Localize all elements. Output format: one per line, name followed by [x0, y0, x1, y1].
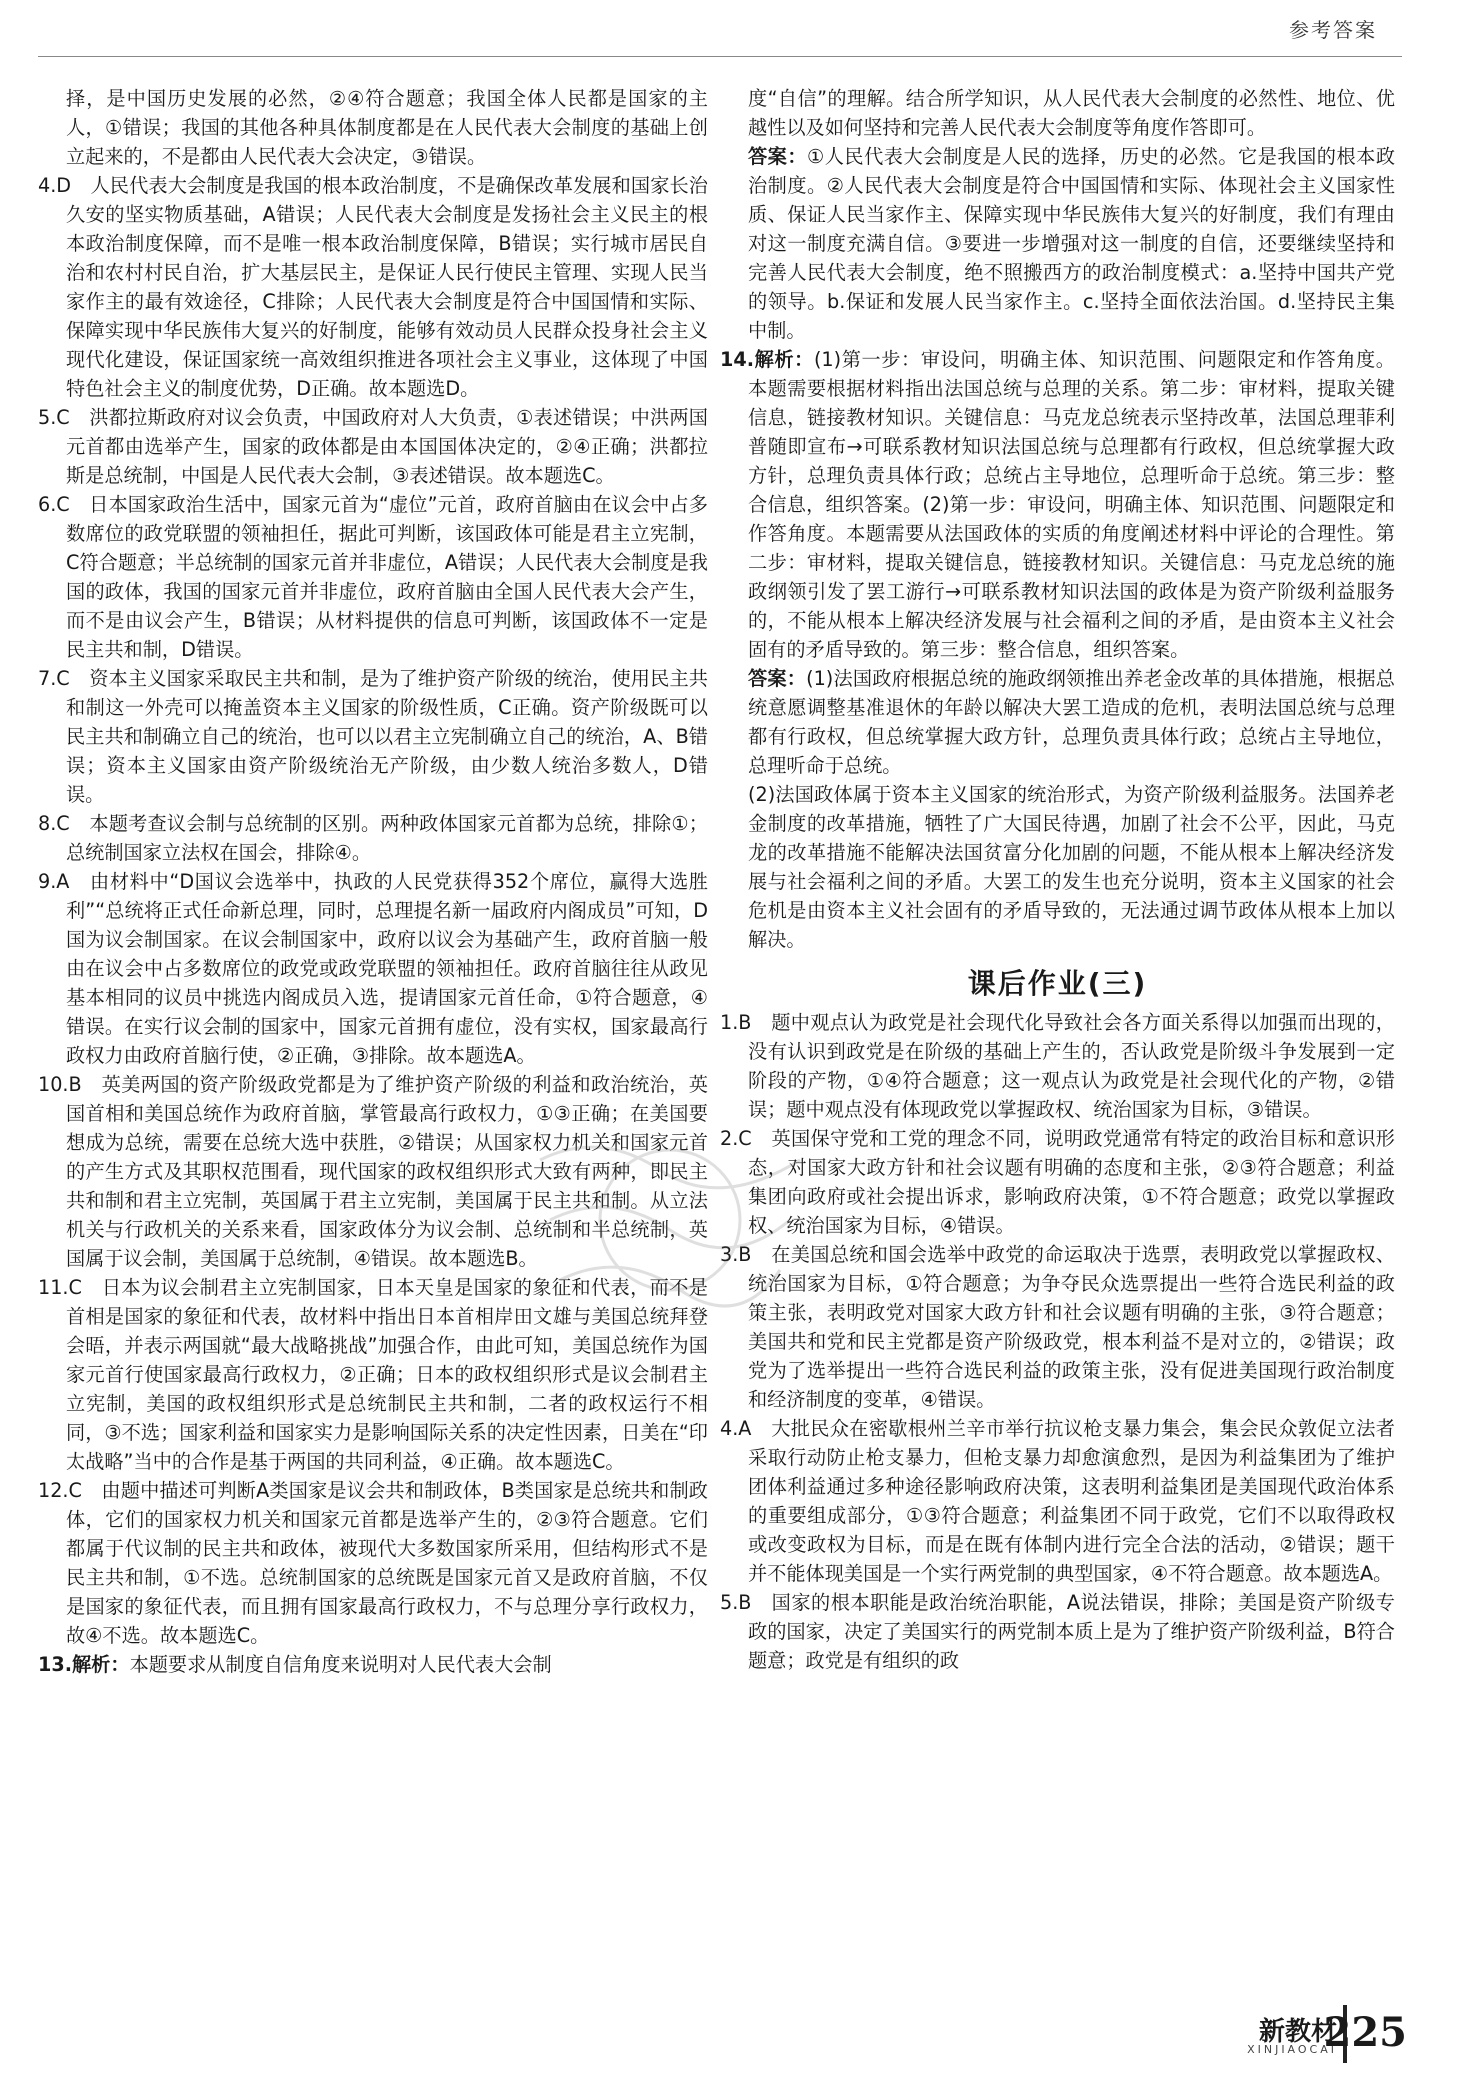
left-column — [38, 84, 708, 1679]
page-number: 225 — [1323, 2009, 1407, 2056]
answer-text: (1)法国政府根据总统的施政纲领推出养老金改革的具体措施，根据总统意愿调整基准退休的年龄以解决大罢工造成的危机，表明法国总统与总理都有行政权，但总统掌握大政方针，总理负责具体行政；总统占主导地位，总理听命于总统。 — [748, 667, 1395, 777]
answer-text: ①人民代表大会制度是人民的选择，历史的必然。它是我国的根本政治制度。②人民代表大会制度是符合中国国情和实际、体现社会主义国家性质、保证人民当家作主、保障实现中华民族伟大复兴的好制度，我们有理由对这一制度充满自信。③要进一步增强对这一制度的自信，还要继续坚持和完善人民代表大会制度，绝不照搬西方的政治制度模式：a.坚持中国共产党的领导。b.保证和发展人民当家作主。c.坚持全面依法治国。d.坚持民主集中制。 — [748, 145, 1396, 342]
section-title: 课后作业(三) — [967, 967, 1148, 1000]
footer-brand: 新教材 — [1258, 2017, 1337, 2047]
answer-item: 4.D 人民代表大会制度是我国的根本政治制度，不是确保改革发展和国家长治久安的坚实物质基础，A错误；人民代表大会制度是发扬社会主义民主的根本政治制度保障，而不是唯一根本政治制度保障，B错误；实行城市居民自治和农村村民自治，扩大基层民主，是保证人民行使民主管理、实现人民当家作主的最有效途径，C排除；人民代表大会制度是符合中国国情和实际、保障实现中华民族伟大复兴的好制度，能够有效动员人民群众投身社会主义现代化建设，保证国家统一高效组织推进各项社会主义事业，这体现了中国特色社会主义的制度优势，D正确。故本题选D。 — [38, 174, 708, 400]
answer-item: 10.B 英美两国的资产阶级政党都是为了维护资产阶级的利益和政治统治，英国首相和美国总统作为政府首脑，掌管最高行政权力，①③正确；在美国要想成为总统，需要在总统大选中获胜，②错误；从国家权力机关和国家元首的产生方式及其职权范围看，现代国家的政权组织形式大致有两种，即民主共和制和君主立宪制，英国属于君主立宪制，美国属于民主共和制。从立法机关与行政机关的关系来看，国家政体分为议会制、总统制和半总统制，英国属于议会制，美国属于总统制，④错误。故本题选B。 — [38, 1073, 708, 1270]
answer-item-13 — [38, 1650, 708, 1679]
answer-item: 择，是中国历史发展的必然，②④符合题意；我国全体人民都是国家的主人，①错误；我国的其他各种具体制度都是在人民代表大会制度的基础上创立起来的，不是都由人民代表大会决定，③错误。 — [66, 87, 708, 168]
answer-14-part2: (2)法国政体属于资本主义国家的统治形式，为资产阶级利益服务。法国养老金制度的改革措施，牺牲了广大国民待遇，加剧了社会不公平，因此，马克龙的改革措施不能解决法国贫富分化加剧的问题，不能从根本上解决经济发展与社会福利之间的矛盾。大罢工的发生也充分说明，资本主义国家的社会危机是由资本主义社会固有的矛盾导致的，无法通过调节政体从根本上加以解决。 — [748, 783, 1395, 951]
page-footer — [1167, 2005, 1407, 2065]
homework-item: 4.A 大批民众在密歇根州兰辛市举行抗议枪支暴力集会，集会民众敦促立法者采取行动防止枪支暴力，但枪支暴力却愈演愈烈，是因为利益集团为了维护团体利益通过多种途径影响政府决策，这表明利益集团是美国现代政治体系的重要组成部分，①③符合题意；利益集团不同于政党，它们不以取得政权或改变政权为目标，而是在既有体制内进行完全合法的活动，②错误；题干并不能体现美国是一个实行两党制的典型国家，④不符合题意。故本题选A。 — [720, 1417, 1395, 1585]
answer-item-13-continued: 度“自信”的理解。结合所学知识，从人民代表大会制度的必然性、地位、优越性以及如何坚持和完善人民代表大会制度等角度作答即可。 — [748, 87, 1395, 139]
answer-item: 11.C 日本为议会制君主立宪制国家，日本天皇是国家的象征和代表，而不是首相是国家的象征和代表，故材料中指出日本首相岸田文雄与美国总统拜登会晤，并表示两国就“最大战略挑战”加强合作，由此可知，美国总统作为国家元首行使国家最高行政权力，②正确；日本的政权组织形式是议会制君主立宪制，美国的政权组织形式是总统制民主共和制，二者的政权运行不相同，③不选；国家利益和国家实力是影响国际关系的决定性因素，日美在“印太战略”当中的合作是基于两国的共同利益，④正确。故本题选C。 — [38, 1276, 708, 1473]
item-text: 本题要求从制度自信角度来说明对人民代表大会制 — [129, 1653, 552, 1676]
homework-item: 1.B 题中观点认为政党是社会现代化导致社会各方面关系得以加强而出现的，没有认识到政党是在阶级的基础上产生的，否认政党是阶级斗争发展到一定阶段的产物，①④符合题意；这一观点认为政党是社会现代化的产物，②错误；题中观点没有体现政党以掌握政权、统治国家为目标，③错误。 — [720, 1011, 1395, 1121]
homework-item: 2.C 英国保守党和工党的理念不同，说明政党通常有特定的政治目标和意识形态，对国家大政方针和社会议题有明确的态度和主张，②③符合题意；利益集团向政府或社会提出诉求，影响政府决策，①不符合题意；政党以掌握政权、统治国家为目标，④错误。 — [720, 1127, 1395, 1237]
answer-item: 5.C 洪都拉斯政府对议会负责，中国政府对人大负责，①表述错误；中洪两国元首都由选举产生，国家的政体都是由本国国体决定的，②④正确；洪都拉斯是总统制，中国是人民代表大会制，③表述错误。故本题选C。 — [38, 406, 708, 487]
answer-item-14 — [720, 345, 1395, 664]
right-column — [720, 84, 1395, 1675]
header-label: 参考答案 — [1289, 18, 1377, 42]
answer-item: 6.C 日本国家政治生活中，国家元首为“虚位”元首，政府首脑由在议会中占多数席位的政党联盟的领袖担任，据此可判断，该国政体可能是君主立宪制，C符合题意；半总统制的国家元首并非虚位，A错误；人民代表大会制度是我国的政体，我国的国家元首并非虚位，政府首脑由全国人民代表大会产生，而不是由议会产生，B错误；从材料提供的信息可判断，该国政体不一定是民主共和制，D错误。 — [38, 493, 708, 661]
answer-item: 12.C 由题中描述可判断A类国家是议会共和制政体，B类国家是总统共和制政体，它们的国家权力机关和国家元首都是选举产生的，②③符合题意。它们都属于代议制的民主共和政体，被现代大多数国家所采用，但结构形式不是民主共和制，①不选。总统制国家的总统既是国家元首又是政府首脑，不仅是国家的象征代表，而且拥有国家最高行政权力，不与总理分享行政权力，故④不选。故本题选C。 — [38, 1479, 708, 1647]
homework-item: 3.B 在美国总统和国会选举中政党的命运取决于选票，表明政党以掌握政权、统治国家为目标，①符合题意；为争夺民众选票提出一些符合选民利益的政策主张，表明政党对国家大政方针和社会议题有明确的主张，③符合题意；美国共和党和民主党都是资产阶级政党，根本利益不是对立的，②错误；政党为了选举提出一些符合选民利益的政策主张，没有促进美国现行政治制度和经济制度的变革，④错误。 — [720, 1243, 1395, 1411]
header-divider — [38, 56, 1402, 57]
item-label: 13.解析： — [38, 1653, 130, 1676]
answer-item: 7.C 资本主义国家采取民主共和制，是为了维护资产阶级的统治，使用民主共和制这一外壳可以掩盖资本主义国家的阶级性质，C正确。资产阶级既可以民主共和制确立自己的统治，也可以以君主立宪制确立自己的统治，A、B错误；资本主义国家由资产阶级统治无产阶级，由少数人统治多数人，D错误。 — [38, 667, 708, 806]
page-header — [0, 0, 1462, 56]
homework-item: 5.B 国家的根本职能是政治统治职能，A说法错误，排除；美国是资产阶级专政的国家，决定了美国实行的两党制本质上是为了维护资产阶级利益，B符合题意；政党是有组织的政 — [720, 1591, 1395, 1672]
answer-item: 9.A 由材料中“D国议会选举中，执政的人民党获得352个席位，赢得大选胜利”“总统将正式任命新总理，同时，总理提名新一届政府内阁成员”可知，D国为议会制国家。在议会制国家中，政府以议会为基础产生，政府首脑一般由在议会中占多数席位的政党或政党联盟的领袖担任。政府首脑往往从政见基本相同的议员中挑选内阁成员入选，提请国家元首任命，①符合题意，④错误。在实行议会制的国家中，国家元首拥有虚位，没有实权，国家最高行政权力由政府首脑行使，②正确，③排除。故本题选A。 — [38, 870, 708, 1067]
item-label: 14.解析： — [720, 348, 814, 371]
answer-14-part1 — [720, 664, 1395, 780]
answer-label: 答案： — [748, 667, 807, 690]
answer-label: 答案： — [748, 145, 808, 168]
answer-item: 8.C 本题考查议会制与总统制的区别。两种政体国家元首都为总统，排除①；总统制国家立法权在国会，排除④。 — [38, 812, 708, 864]
item-text: (1)第一步：审设问，明确主体、知识范围、问题限定和作答角度。本题需要根据材料指出法国总统与总理的关系。第二步：审材料，提取关键信息，链接教材知识。关键信息：马克龙总统表示坚持改革，法国总理菲利普随即宣布→可联系教材知识法国总统与总理都有行政权，但总统掌握大政方针，总理负责具体行政；总统占主导地位，总理听命于总统。第三步：整合信息，组织答案。(2)第一步：审设问，明确主体、知识范围、问题限定和作答角度。本题需要从法国政体的实质的角度阐述材料中评论的合理性。第二步：审材料，提取关键信息，链接教材知识。关键信息：马克龙总统的施政纲领引发了罢工游行→可联系教材知识法国的政体是为资产阶级利益服务的，不能从根本上解决经济发展与社会福利之间的矛盾，是由资本主义社会固有的矛盾导致的。第三步：整合信息，组织答案。 — [748, 348, 1395, 661]
answer-13 — [720, 142, 1395, 345]
footer-pinyin: XINJIAOCAI — [1247, 2043, 1337, 2056]
